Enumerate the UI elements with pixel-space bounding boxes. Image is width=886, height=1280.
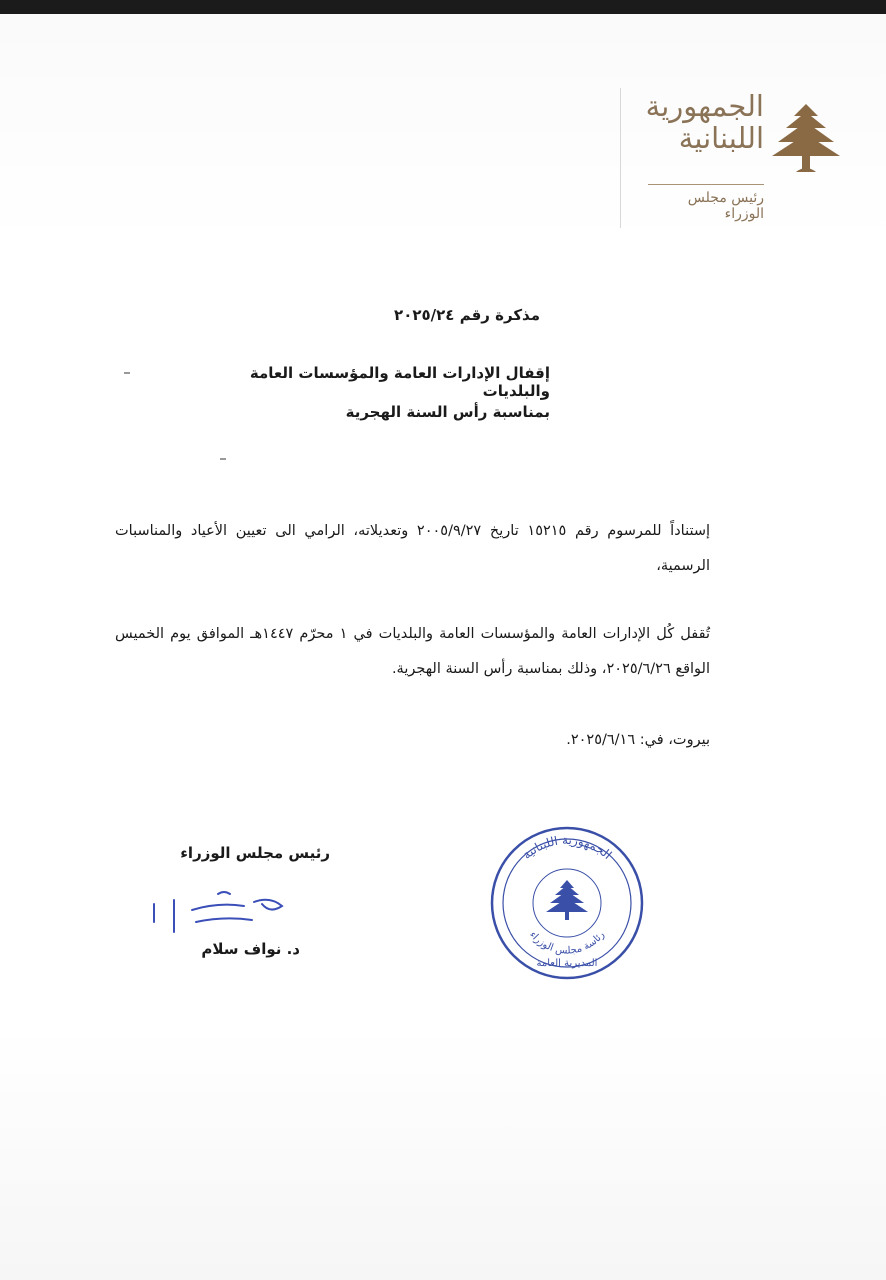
stamp-inner-text: رئاسة مجلس الوزراء [527, 929, 607, 957]
paragraph-reference: إستناداً للمرسوم رقم ١٥٢١٥ تاريخ ٢٠٠٥/٩/٢٧ وتعديلاته، الرامي الى تعيين الأعياد والمناسبات الرسمية، [115, 523, 710, 574]
memo-subtitle: بمناسبة رأس السنة الهجرية [345, 403, 550, 421]
scan-speck [220, 458, 226, 460]
cedar-icon [770, 100, 842, 176]
scan-speck [124, 372, 130, 374]
office-title: رئيس مجلس الوزراء [687, 190, 764, 222]
handwritten-signature [140, 882, 290, 944]
letterhead-rule [648, 184, 764, 185]
paragraph-decision: تُقفل كُل الإدارات العامة والمؤسسات العامة والبلديات في ١ محرّم ١٤٤٧هـ الموافق يوم الخميس الواقع ٢٠٢٥/٦/٢٦، وذلك بمناسبة رأس السنة الهجرية. [115, 626, 710, 677]
memo-number: مذكرة رقم ٢٠٢٥/٢٤ [394, 306, 540, 324]
signatory-title: رئيس مجلس الوزراء [180, 844, 330, 862]
top-bar [0, 0, 886, 14]
republic-title: الجمهورية اللبنانية [645, 89, 764, 155]
place-and-date: بيروت، في: ٢٠٢٥/٦/١٦. [566, 732, 710, 748]
official-stamp [488, 824, 646, 982]
stamp-outer-text: الجمهورية اللبنانية [519, 832, 615, 862]
document-page [0, 14, 886, 1280]
letterhead [616, 84, 846, 229]
memo-title: إقفال الإدارات العامة والمؤسسات العامة والبلديات [249, 364, 550, 400]
stamp-inner-text-2: المديرية العامة [536, 958, 598, 969]
stamp-cedar-icon [546, 880, 588, 920]
signatory-name: د. نواف سلام [201, 940, 300, 958]
